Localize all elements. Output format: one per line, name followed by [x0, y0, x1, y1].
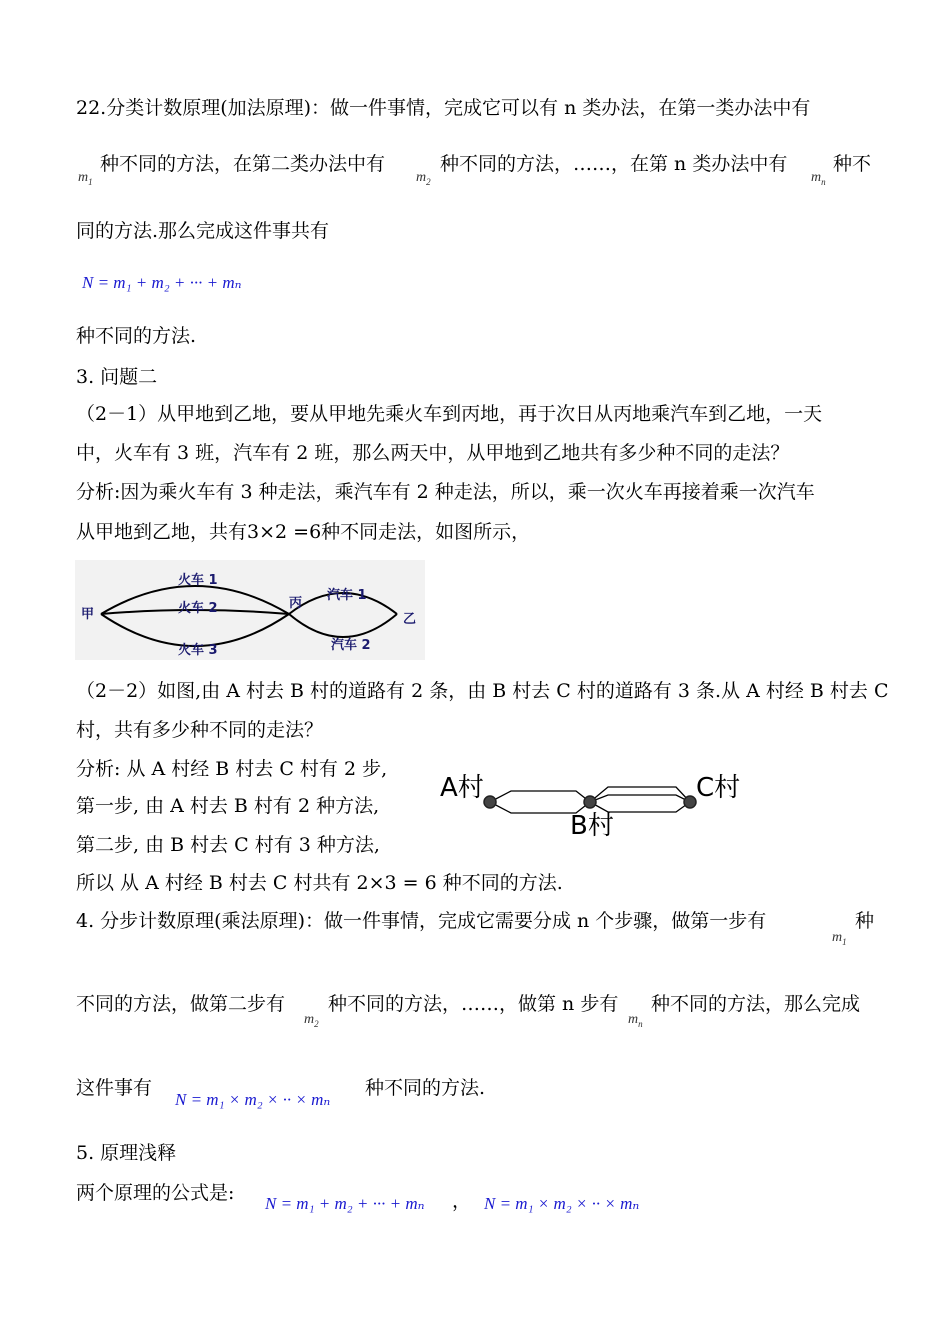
- s4-formula: N = m₁ × m₂ × ·· × mₙ: [175, 1090, 331, 1109]
- s3-question2-line-1: （2－2）如图,由 A 村去 B 村的道路有 2 条，由 B 村去 C 村的道路有 3 条.从 A 村经 B 村去 C: [76, 680, 889, 702]
- s3-answer-line-2: 第一步, 由 A 村去 B 村有 2 种方法,: [76, 795, 380, 817]
- road-bc-2: [590, 795, 690, 802]
- label-bus-1: 汽车 1: [327, 588, 367, 603]
- s3-problem-line-2: 中，火车有 3 班，汽车有 2 班，那么两天中，从甲地到乙地共有多少种不同的走法？: [76, 442, 790, 464]
- var-m2: $m_2$: [416, 170, 431, 187]
- s3-analysis-text-a: 从甲地到乙地，共有: [76, 521, 248, 543]
- label-village-c: C村: [696, 773, 741, 803]
- var-m2-s4: $m_2$: [304, 1012, 319, 1029]
- var-m1: $m_1$: [78, 170, 93, 187]
- label-train-1: 火车 1: [178, 573, 218, 588]
- s5-line-1: 两个原理的公式是:: [76, 1182, 235, 1204]
- label-start: 甲: [81, 607, 95, 622]
- s4-line-2c: 种不同的方法，那么完成: [651, 993, 861, 1015]
- s4-line-1b: 种: [855, 910, 875, 932]
- label-bus-2: 汽车 2: [331, 638, 371, 653]
- node-a: [484, 796, 496, 808]
- s5-separator: ，: [452, 1190, 472, 1212]
- node-c: [684, 796, 696, 808]
- s3-analysis-line-2: [76, 523, 530, 542]
- s4-line-1: 4. 分步计数原理(乘法原理)：做一件事情，完成它需要分成 n 个步骤，做第一步有: [76, 910, 767, 932]
- s3-analysis-expr: 3×2 =6: [247, 521, 322, 543]
- var-mn-s4: $m_n$: [628, 1012, 643, 1029]
- label-train-3: 火车 3: [178, 643, 218, 658]
- s3-analysis-line-1: 分析:因为乘火车有 3 种走法，乘汽车有 2 种走法，所以，乘一次火车再接着乘一次汽车: [76, 481, 815, 503]
- s5-title: 5. 原理浅释: [76, 1142, 177, 1164]
- s22-formula: N = m₁ + m₂ + ··· + mₙ: [82, 273, 242, 292]
- s3-answer-line-1: 分析: 从 A 村经 B 村去 C 村有 2 步,: [76, 758, 388, 780]
- s3-answer-line-4: 所以 从 A 村经 B 村去 C 村共有 2×3 = 6 种不同的方法.: [76, 872, 563, 894]
- label-end: 乙: [403, 612, 417, 627]
- s22-line-2b: 种不同的方法，……，在第 n 类办法中有: [440, 153, 788, 175]
- label-village-a: A村: [440, 773, 484, 803]
- label-village-b: B村: [570, 811, 614, 840]
- s3-analysis-text-b: 种不同走法，如图所示，: [321, 521, 531, 543]
- s5-formula-mul: N = m₁ × m₂ × ·· × mₙ: [484, 1194, 640, 1213]
- s3-answer-line-3: 第二步, 由 B 村去 C 村有 3 种方法,: [76, 834, 380, 856]
- s22-line-3: 同的方法.那么完成这件事共有: [76, 220, 330, 242]
- s22-line-5: 种不同的方法.: [76, 325, 197, 347]
- s4-line-3b: 种不同的方法.: [365, 1077, 486, 1099]
- s3-title: 3. 问题二: [76, 366, 158, 388]
- var-mn: $m_n$: [811, 170, 826, 187]
- s3-question2-line-2: 村，共有多少种不同的走法？: [76, 719, 324, 741]
- label-train-2: 火车 2: [178, 601, 218, 616]
- s22-line-2a: 种不同的方法，在第二类办法中有: [100, 153, 386, 175]
- s22-line-2c: 种不: [833, 153, 872, 175]
- s22-line-1: 22.分类计数原理(加法原理)：做一件事情，完成它可以有 n 类办法，在第一类办法中有: [76, 97, 811, 119]
- s5-formula-add: N = m₁ + m₂ + ··· + mₙ: [265, 1194, 425, 1213]
- s4-line-3a: 这件事有: [76, 1077, 153, 1099]
- road-ab-1: [490, 791, 590, 802]
- s4-line-2a: 不同的方法，做第二步有: [76, 993, 286, 1015]
- route-diagram-trains-buses: [75, 560, 425, 660]
- s3-problem-line-1: （2－1）从甲地到乙地，要从甲地先乘火车到丙地，再于次日从丙地乘汽车到乙地，一天: [76, 403, 823, 425]
- node-b: [584, 796, 596, 808]
- village-route-diagram: [436, 768, 746, 840]
- var-m1-s4: $m_1$: [832, 930, 847, 947]
- s4-line-2b: 种不同的方法，……，做第 n 步有: [328, 993, 619, 1015]
- label-mid: 丙: [289, 596, 303, 611]
